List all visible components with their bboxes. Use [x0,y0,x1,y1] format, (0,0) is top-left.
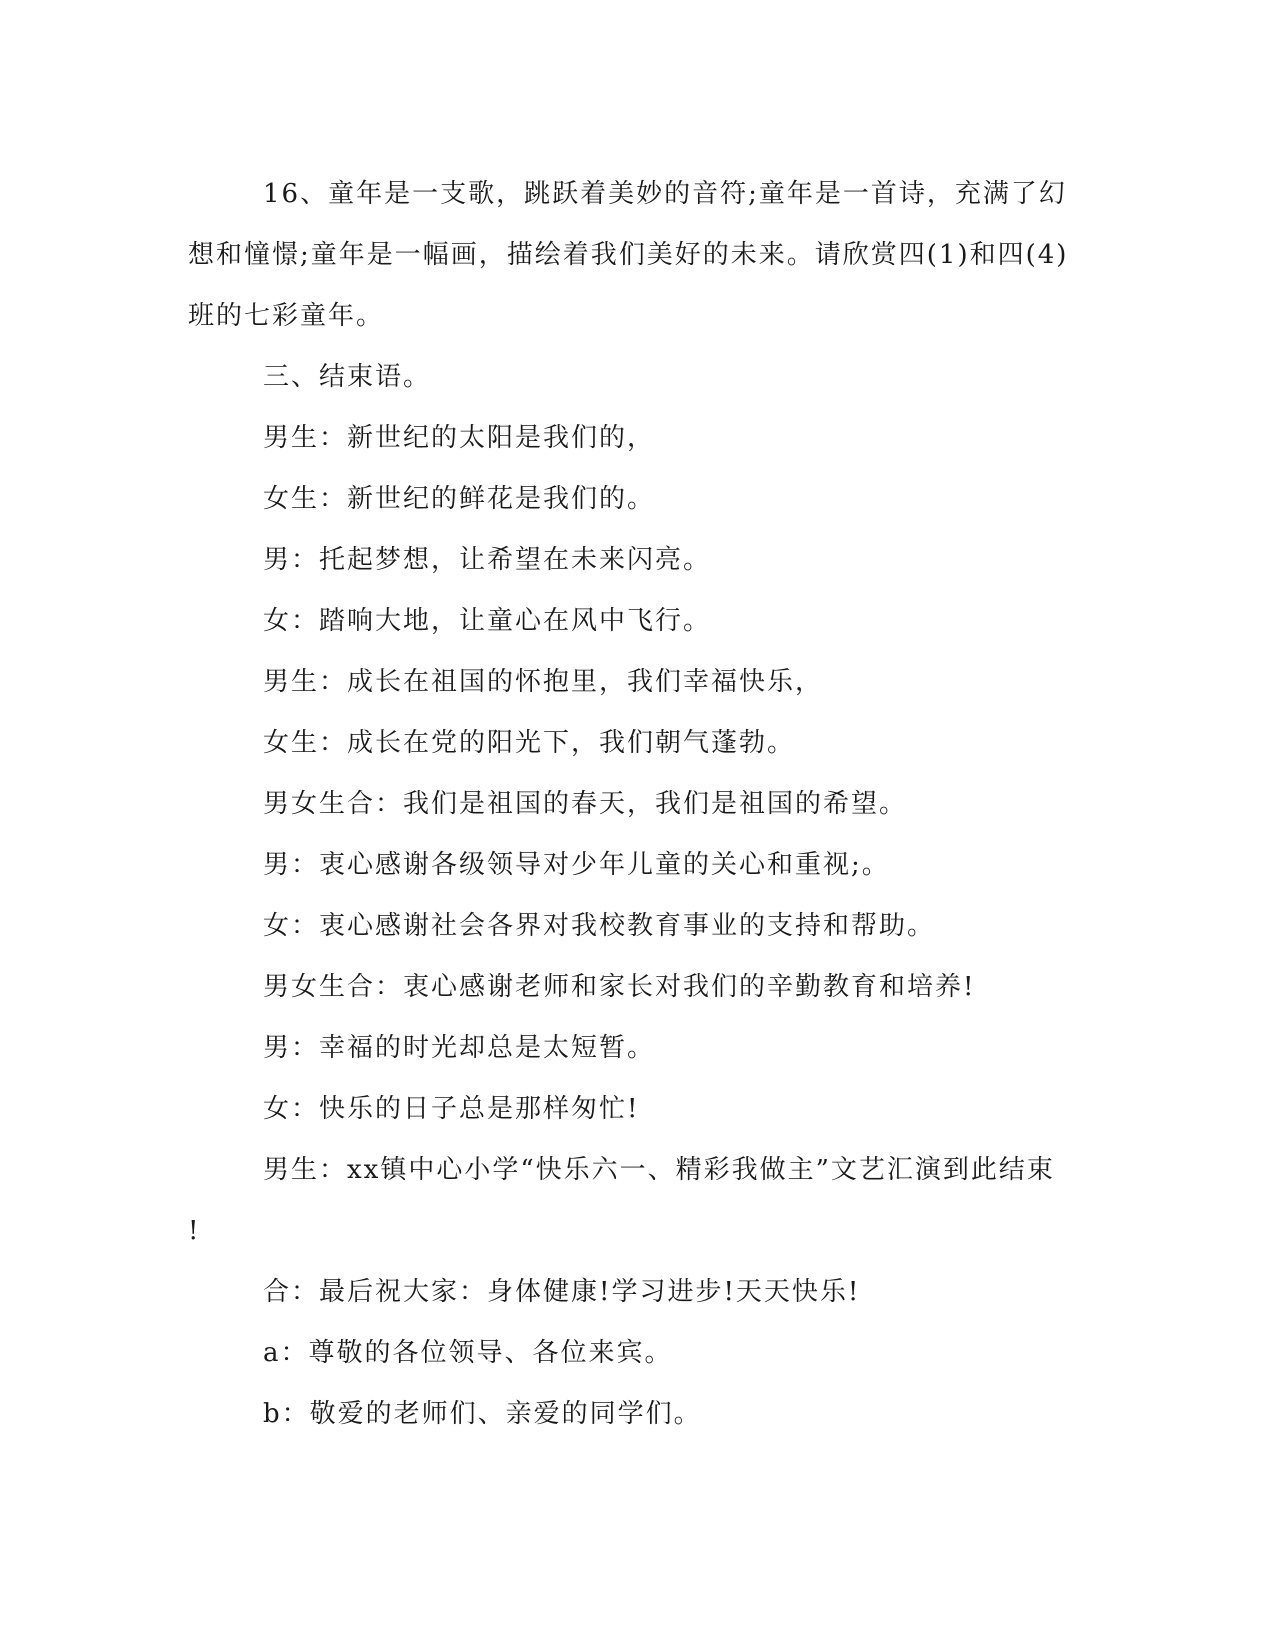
document-body [188,164,1078,1445]
dialogue-line [188,1018,1078,1079]
text-line: 男女生合：衷心感谢老师和家长对我们的辛勤教育和培养! [263,972,976,1002]
text-line: 男女生合：我们是祖国的春天，我们是祖国的希望。 [263,789,908,819]
dialogue-line [188,591,1078,652]
text-line: 女：衷心感谢社会各界对我校教育事业的支持和帮助。 [263,911,936,941]
text-line: 想和憧憬;童年是一幅画，描绘着我们美好的未来。请欣赏四(1)和四(4) [188,240,1069,270]
dialogue-line [188,469,1078,530]
dialogue-line [188,957,1078,1018]
text-line: ! [188,1216,201,1246]
dialogue-line [188,896,1078,957]
text-line: 男生：成长在祖国的怀抱里，我们幸福快乐， [263,667,824,697]
text-line: 男：幸福的时光却总是太短暂。 [263,1033,656,1063]
text-line: b：敬爱的老师们、亲爱的同学们。 [263,1399,702,1429]
dialogue-line [188,774,1078,835]
dialogue-line [188,1323,1078,1384]
dialogue-line [188,1079,1078,1140]
text-line: 男：托起梦想，让希望在未来闪亮。 [263,545,712,575]
dialogue-line [188,1262,1078,1323]
text-line: 女生：成长在党的阳光下，我们朝气蓬勃。 [263,728,796,758]
dialogue-line [188,1384,1078,1445]
text-line: 女：踏响大地，让童心在风中飞行。 [263,606,712,636]
text-line: 男：衷心感谢各级领导对少年儿童的关心和重视;。 [263,850,890,880]
text-line: 女生：新世纪的鲜花是我们的。 [263,484,656,514]
text-line: a：尊敬的各位领导、各位来宾。 [263,1338,673,1368]
dialogue-line [188,530,1078,591]
text-line: 男生：xx镇中心小学“快乐六一、精彩我做主”文艺汇演到此结束 [263,1155,1055,1185]
paragraph-childhood-intro [188,164,1078,347]
dialogue-line [188,835,1078,896]
text-line: 女：快乐的日子总是那样匆忙! [263,1094,640,1124]
text-line: 合：最后祝大家：身体健康!学习进步!天天快乐! [263,1277,861,1307]
text-line: 班的七彩童年。 [188,301,385,331]
text-line: 16、童年是一支歌，跳跃着美妙的音符;童年是一首诗，充满了幻 [263,179,1067,209]
dialogue-line [188,408,1078,469]
dialogue-line-closing-announcement [188,1140,1078,1262]
text-line: 三、结束语。 [263,362,432,392]
text-line: 男生：新世纪的太阳是我们的， [263,423,656,453]
section-heading-closing [188,347,1078,408]
dialogue-line [188,652,1078,713]
dialogue-line [188,713,1078,774]
